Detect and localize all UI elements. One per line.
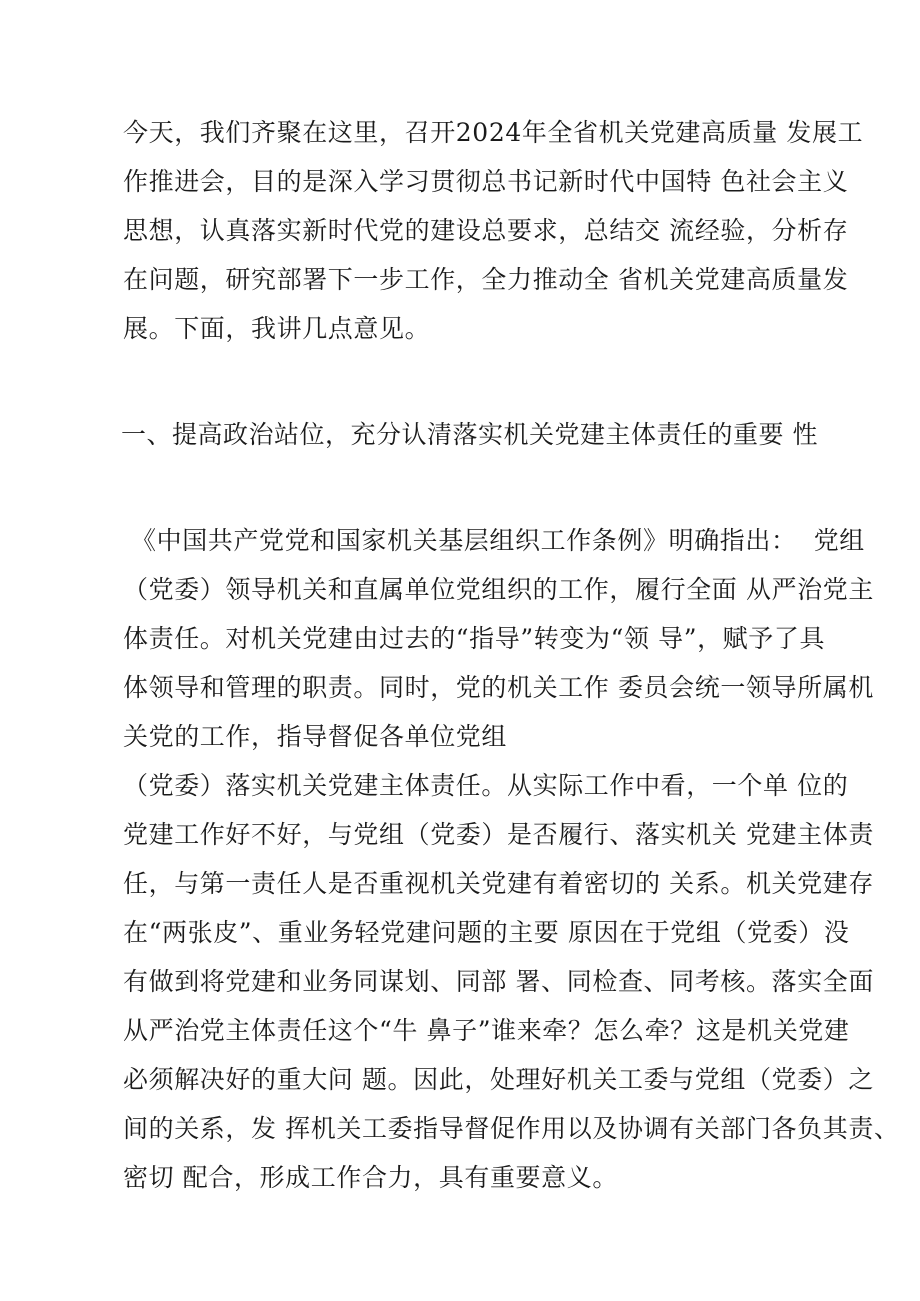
text-line: 关党的工作，指导督促各单位党组 — [123, 722, 508, 751]
text-line: 作推进会，目的是深入学习贯彻总书记新时代中国特 色社会主义 — [123, 167, 849, 196]
text-line: 有做到将党建和业务同谋划、同部 署、同检查、同考核。落实全面 — [123, 967, 874, 996]
text-line: 展。下面，我讲几点意见。 — [123, 314, 431, 343]
text-line: 党建工作好不好，与党组（党委）是否履行、落实机关 党建主体责 — [123, 820, 874, 849]
text-line: 在问题，研究部署下一步工作，全力推动全 省机关党建高质量发 — [123, 265, 849, 294]
text-line: 思想，认真落实新时代党的建设总要求，总结交 流经验，分析存 — [123, 216, 849, 245]
text-line: 体责任。对机关党建由过去的“指导”转变为“领 导”，赋予了具 — [123, 624, 826, 653]
text-line: 任，与第一责任人是否重视机关党建有着密切的 关系。机关党建存 — [123, 869, 874, 898]
text-line: 必须解决好的重大问 题。因此，处理好机关工委与党组（党委）之 — [123, 1065, 874, 1094]
text-line: （党委）落实机关党建主体责任。从实际工作中看，一个单 位的 — [123, 771, 849, 800]
text-line: 今天，我们齐聚在这里，召开2024年全省机关党建高质量 发展工 — [123, 118, 864, 147]
text-line: （党委）领导机关和直属单位党组织的工作，履行全面 从严治党主 — [123, 575, 874, 604]
text-line: 间的关系，发 挥机关工委指导督促作用以及协调有关部门各负其责、 — [123, 1114, 900, 1143]
text-line: 体领导和管理的职责。同时，党的机关工作 委员会统一领导所属机 — [123, 673, 874, 702]
text-line: 从严治党主体责任这个“牛 鼻子”谁来牵？怎么牵？这是机关党建 — [123, 1016, 850, 1045]
text-line: 密切 配合，形成工作合力，具有重要意义。 — [123, 1163, 618, 1192]
text-line: 在“两张皮”、重业务轻党建问题的主要 原因在于党组（党委）没 — [123, 918, 850, 947]
section-heading: 一、提高政治站位，充分认清落实机关党建主体责任的重要 性 — [121, 420, 818, 449]
text-line: 《中国共产党党和国家机关基层组织工作条例》明确指出： 党组 — [131, 526, 865, 555]
